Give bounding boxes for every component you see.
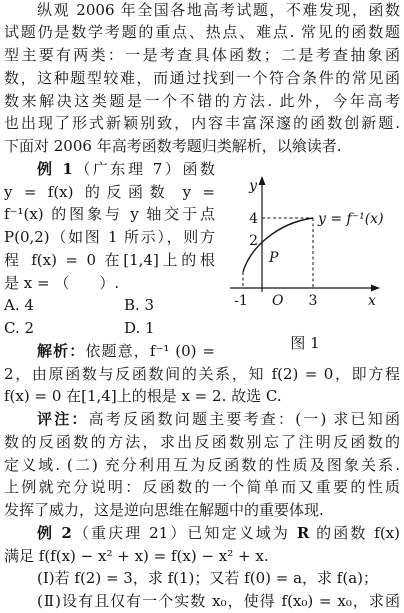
x-axis-arrow-icon <box>371 285 380 292</box>
example-1-source: （广东理 7） <box>72 159 183 178</box>
option-a: A. 4 <box>4 296 34 315</box>
example-1-options-row <box>4 317 215 340</box>
example-2-line: 满足 f(f(x) − x² + x) = f(x) − x² + x. <box>4 546 269 565</box>
intro-line: 下面对 2006 年高考函数考题归类解析，以飨读者. <box>4 137 342 155</box>
example-2-source: （重庆理 21） <box>71 523 188 542</box>
example-1-heading-text: 函数 <box>182 159 215 178</box>
y-axis-arrow-icon <box>259 176 266 185</box>
point-p-label: P <box>269 250 279 266</box>
intro-line: 型主要有两类：一是考查具体函数；二是考查抽象函 <box>4 46 400 64</box>
example-2-part-1: (Ⅰ)若 f(2) = 3，求 f(1)；又若 f(0) = a，求 f(a)； <box>37 569 378 588</box>
y-axis-label: y <box>249 178 257 194</box>
analysis-first-text: 依题意，f⁻¹ (0) = <box>85 341 215 360</box>
x-tick-label-neg1: -1 <box>234 293 248 309</box>
real-numbers-symbol: R <box>296 523 310 542</box>
example-1-line: 是 x = （ ）. <box>4 273 120 292</box>
intro-line: 数来解决这类题是一个不错的方法. 此外，今年高考 <box>4 91 400 110</box>
figure-1 <box>222 168 404 358</box>
analysis-line: f(x) = 0 在[1,4]上的根是 x = 2. 故选 C. <box>4 387 282 406</box>
example-1-heading <box>4 158 215 181</box>
example-2-heading-text: 已知定义域为 <box>187 523 297 542</box>
y-tick-label-2: 2 <box>249 233 258 249</box>
x-axis-label: x <box>368 293 376 309</box>
comment-first-text: 高考反函数问题主要考查：(一) 求已知函 <box>88 410 400 428</box>
analysis-line: 2，由原函数与反函数间的关系，知 f(2) = 0，即方程 <box>4 364 400 383</box>
option-d: D. 1 <box>124 319 155 337</box>
intro-line: 纵观 2006 年全国各地高考试题，不难发现，函数 <box>37 0 400 19</box>
example-2-heading <box>4 522 400 545</box>
example-1-line: 程 f(x) = 0 在[1,4]上的根 <box>4 250 215 269</box>
comment-line: 发挥了威力，这是逆向思维在解题中的重要体现. <box>4 501 324 519</box>
example-1-label: 例 1 <box>37 159 73 178</box>
comment-line: 定义域. (二) 充分利用互为反函数的性质及图象关系. <box>4 455 400 474</box>
x-tick-label-3: 3 <box>308 293 318 309</box>
curve-label: y = f⁻¹(x) <box>318 211 384 227</box>
example-1-line: P(0,2)（如图 1 所示），则方 <box>4 228 215 246</box>
intro-line: 也出现了形式新颖别致，内容丰富深邃的函数创新题. <box>4 114 400 133</box>
option-b: B. 3 <box>124 296 155 315</box>
comment-line: 数的反函数的方法，求出反函数别忘了注明反函数的 <box>4 432 400 451</box>
intro-line: 试题仍是数学考题的重点、热点、难点. 常见的函数题 <box>4 23 400 42</box>
analysis-label: 解析： <box>37 341 86 360</box>
example-2-heading-tail: 的函数 f(x) <box>309 523 400 542</box>
comment-label: 评注： <box>37 410 89 428</box>
example-1-options-row <box>4 294 215 317</box>
comment-heading-line <box>4 408 400 431</box>
example-2-label: 例 2 <box>37 523 72 542</box>
example-1-line: f⁻¹(x) 的图象与 y 轴交于点 <box>4 205 215 224</box>
comment-line: 上例就充分说明：反函数的一个简单而又重要的性质 <box>4 478 400 497</box>
origin-label: O <box>272 293 284 309</box>
example-1-text-column <box>4 158 215 363</box>
intro-line: 数，这种题型较难，而通过找到一个符合条件的常见函 <box>4 68 400 87</box>
example-2-part-2: (Ⅱ)设有且仅有一个实数 x₀，使得 f(x₀) = x₀，求函 <box>37 592 400 610</box>
example-1-line: y = f(x) 的反函数 y = <box>4 182 215 201</box>
analysis-heading-line <box>4 340 215 363</box>
figure-caption: 图 1 <box>290 334 320 352</box>
option-c: C. 2 <box>4 319 35 337</box>
y-tick-label-4: 4 <box>249 211 258 227</box>
